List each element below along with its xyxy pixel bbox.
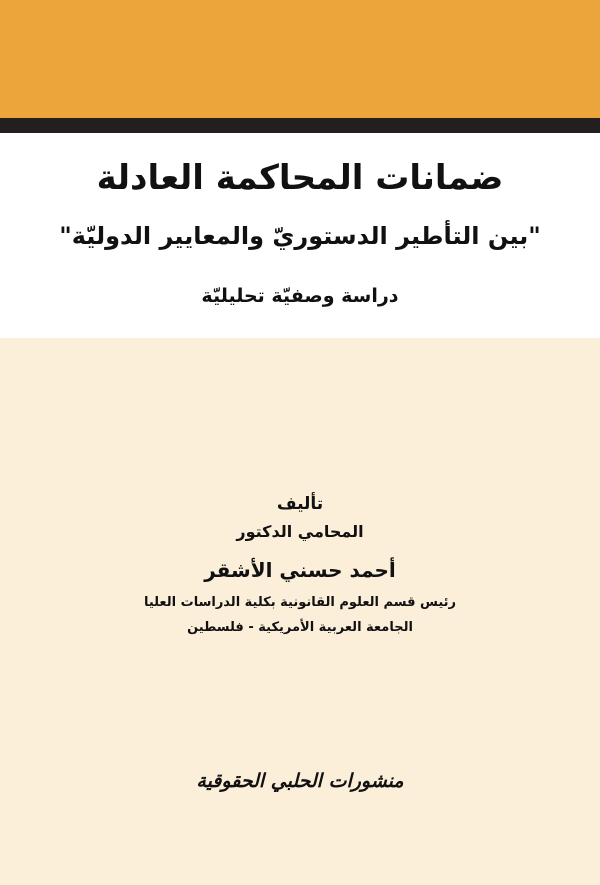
- book-subtitle: "بين التأطير الدستوريّ والمعايير الدوليّة": [59, 222, 541, 250]
- author-panel: [0, 338, 600, 885]
- black-stripe: [0, 118, 600, 133]
- author-affiliation-1: رئيس قسم العلوم القانونية بكلية الدراسات العليا: [143, 595, 457, 610]
- top-orange-band: [0, 0, 600, 118]
- book-title: ضمانات المحاكمة العادلة: [96, 158, 504, 198]
- author-affiliation-2: الجامعة العربية الأمريكية - فلسطين: [187, 620, 413, 635]
- publisher-logo: منشورات الحلبي الحقوقية: [196, 770, 404, 792]
- author-title: المحامي الدكتور: [236, 522, 364, 541]
- author-label: تأليف: [276, 494, 324, 514]
- study-type: دراسة وصفيّة تحليليّة: [201, 285, 399, 307]
- author-name: أحمد حسني الأشقر: [204, 558, 396, 582]
